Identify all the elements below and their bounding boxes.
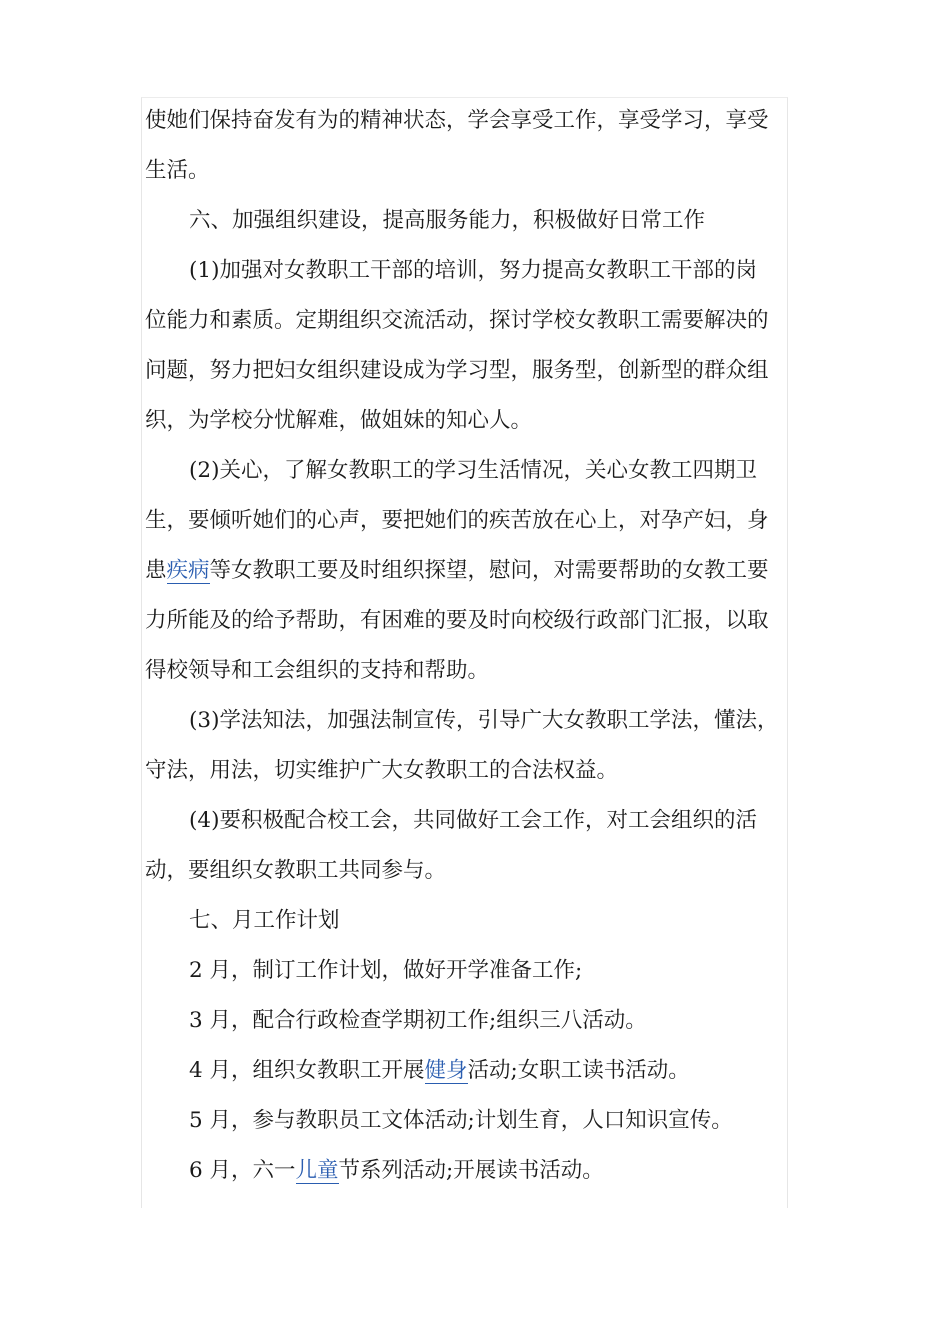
text-segment: 活动;女职工读书活动。: [467, 1058, 690, 1083]
text-line: 问题，努力把妇女组织建设成为学习型，服务型，创新型的群众组: [145, 358, 769, 383]
text-segment: 节系列活动;开展读书活动。: [338, 1158, 604, 1183]
text-line: 使她们保持奋发有为的精神状态，学会享受工作，享受学习，享受: [145, 108, 769, 133]
text-line: 得校领导和工会组织的支持和帮助。: [145, 658, 490, 683]
paragraph-start: (3)学法知法，加强法制宣传，引导广大女教职工学法，懂法，: [189, 708, 779, 733]
text-line: 生活。: [145, 158, 210, 183]
link-disease[interactable]: 疾病: [166, 558, 210, 583]
text-line: 动，要组织女教职工共同参与。: [145, 858, 447, 883]
text-line: [145, 546, 769, 596]
text-segment: 等女教职工要及时组织探望，慰问，对需要帮助的女教工要: [209, 558, 769, 583]
link-children[interactable]: 儿童: [295, 1158, 339, 1183]
text-line: 守法，用法，切实维护广大女教职工的合法权益。: [145, 758, 619, 783]
plan-item: [189, 1146, 604, 1196]
plan-item: 5 月，参与教职员工文体活动;计划生育，人口知识宣传。: [189, 1108, 733, 1133]
text-line: 力所能及的给予帮助，有困难的要及时向校级行政部门汇报，以取: [145, 608, 769, 633]
paragraph-start: (4)要积极配合校工会，共同做好工会工作，对工会组织的活: [189, 808, 757, 833]
paragraph-start: (2)关心，了解女教职工的学习生活情况，关心女教工四期卫: [189, 458, 757, 483]
text-segment: 6 月，六一: [189, 1158, 296, 1183]
text-line: 生，要倾听她们的心声，要把她们的疾苦放在心上，对孕产妇，身: [145, 508, 769, 533]
plan-item: 3 月，配合行政检查学期初工作;组织三八活动。: [189, 1008, 647, 1033]
paragraph-start: (1)加强对女教职工干部的培训，努力提高女教职工干部的岗: [189, 258, 757, 283]
text-line: 位能力和素质。定期组织交流活动，探讨学校女教职工需要解决的: [145, 308, 769, 333]
plan-item: 2 月，制订工作计划，做好开学准备工作;: [189, 958, 583, 983]
plan-item: [189, 1046, 690, 1096]
text-line: 织，为学校分忧解难，做姐妹的知心人。: [145, 408, 533, 433]
section-heading: 七、月工作计划: [189, 908, 340, 933]
text-segment: 4 月，组织女教职工开展: [189, 1058, 425, 1083]
link-fitness[interactable]: 健身: [424, 1058, 468, 1083]
text-segment: 患: [145, 558, 167, 583]
section-heading: 六、加强组织建设，提高服务能力，积极做好日常工作: [189, 208, 706, 233]
